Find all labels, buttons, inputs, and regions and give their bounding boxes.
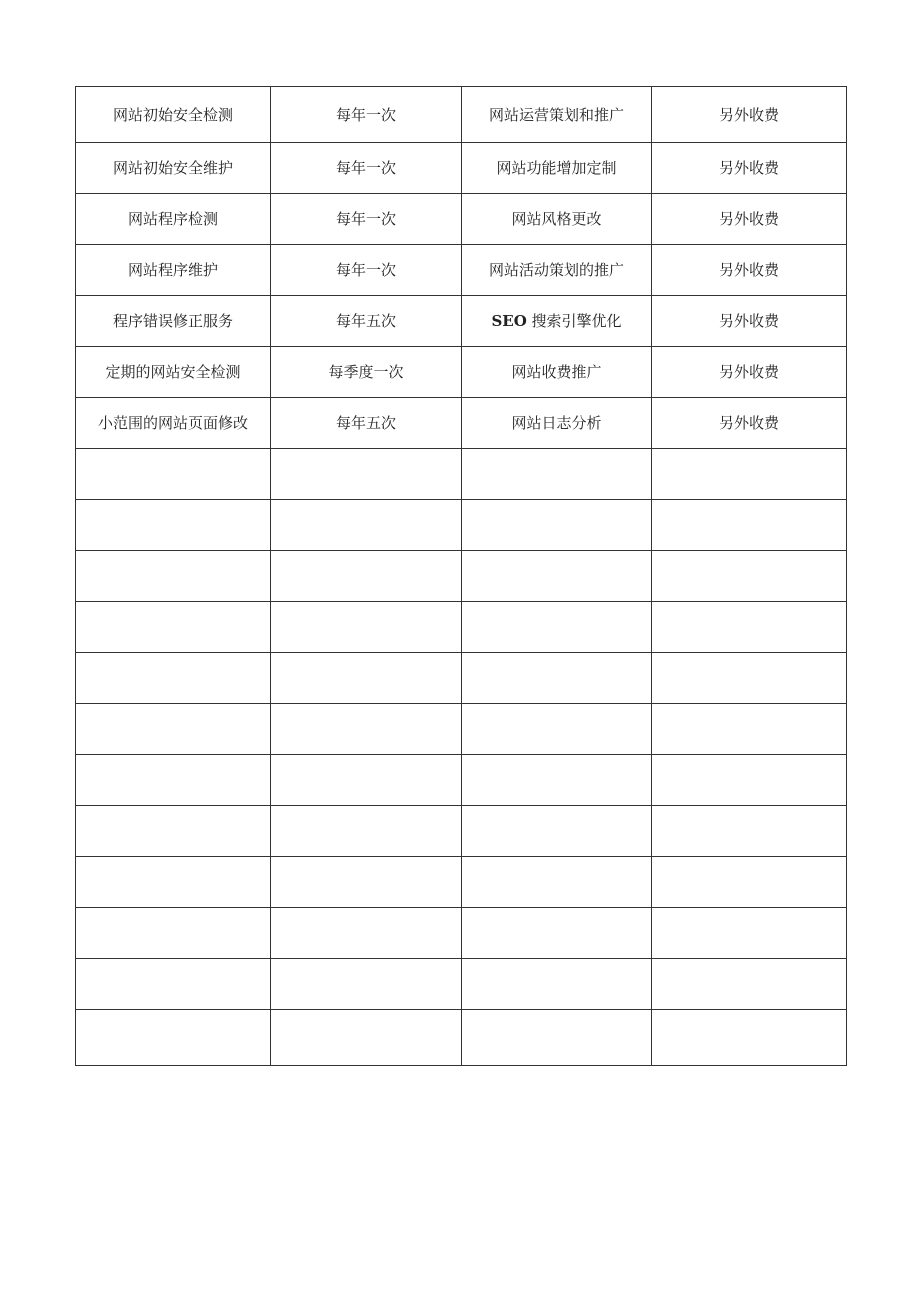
empty-table-row (76, 755, 847, 806)
empty-table-cell (652, 959, 847, 1010)
empty-table-cell (462, 908, 652, 959)
empty-table-cell (652, 500, 847, 551)
empty-table-cell (652, 653, 847, 704)
empty-table-cell (76, 500, 271, 551)
empty-table-row (76, 806, 847, 857)
table-cell-extra-service: 网站功能增加定制 (462, 143, 652, 194)
table-cell-fee: 另外收费 (652, 194, 847, 245)
empty-table-cell (652, 806, 847, 857)
service-table (75, 86, 847, 1066)
empty-table-cell (652, 449, 847, 500)
empty-table-cell (76, 755, 271, 806)
empty-table-cell (652, 704, 847, 755)
table-cell-service: 网站初始安全检测 (76, 87, 271, 143)
empty-table-cell (652, 602, 847, 653)
empty-table-cell (271, 1010, 462, 1066)
table-row (76, 347, 847, 398)
table-cell-service: 网站初始安全维护 (76, 143, 271, 194)
empty-table-cell (76, 806, 271, 857)
table-cell-extra-service: 网站风格更改 (462, 194, 652, 245)
table-cell-extra-service: 网站日志分析 (462, 398, 652, 449)
table-cell-extra-service (462, 296, 652, 347)
table-cell-frequency: 每年五次 (271, 296, 462, 347)
empty-table-cell (76, 908, 271, 959)
empty-table-cell (271, 602, 462, 653)
empty-table-row (76, 959, 847, 1010)
empty-table-cell (271, 653, 462, 704)
table-row (76, 194, 847, 245)
empty-table-row (76, 653, 847, 704)
empty-table-cell (271, 704, 462, 755)
empty-table-cell (462, 500, 652, 551)
empty-table-row (76, 857, 847, 908)
table-cell-frequency: 每年一次 (271, 245, 462, 296)
table-cell-service: 网站程序检测 (76, 194, 271, 245)
empty-table-cell (271, 551, 462, 602)
empty-table-cell (462, 755, 652, 806)
empty-table-cell (76, 551, 271, 602)
seo-rest: 搜索引擎优化 (526, 312, 622, 330)
empty-table-row (76, 500, 847, 551)
seo-abbrev: SEO (491, 312, 527, 330)
table-cell-fee: 另外收费 (652, 87, 847, 143)
empty-table-cell (652, 857, 847, 908)
table-cell-frequency: 每年一次 (271, 143, 462, 194)
empty-table-cell (271, 500, 462, 551)
table-row (76, 87, 847, 143)
empty-table-cell (271, 908, 462, 959)
empty-table-row (76, 908, 847, 959)
table-row (76, 296, 847, 347)
table-cell-service: 小范围的网站页面修改 (76, 398, 271, 449)
empty-table-cell (462, 806, 652, 857)
table-cell-extra-service: 网站活动策划的推广 (462, 245, 652, 296)
table-row (76, 143, 847, 194)
empty-table-cell (462, 449, 652, 500)
table-cell-service: 程序错误修正服务 (76, 296, 271, 347)
empty-table-cell (76, 449, 271, 500)
empty-table-cell (271, 959, 462, 1010)
empty-table-cell (462, 857, 652, 908)
empty-table-cell (271, 857, 462, 908)
empty-table-row (76, 551, 847, 602)
empty-table-cell (462, 602, 652, 653)
table-cell-fee: 另外收费 (652, 296, 847, 347)
empty-table-cell (76, 1010, 271, 1066)
empty-table-cell (271, 806, 462, 857)
table-cell-service: 网站程序维护 (76, 245, 271, 296)
table-row (76, 398, 847, 449)
empty-table-cell (462, 1010, 652, 1066)
table-cell-frequency: 每年一次 (271, 194, 462, 245)
empty-table-cell (462, 653, 652, 704)
empty-table-cell (652, 908, 847, 959)
seo-service-label (491, 312, 621, 330)
table-cell-fee: 另外收费 (652, 347, 847, 398)
empty-table-cell (76, 704, 271, 755)
empty-table-row (76, 449, 847, 500)
empty-table-cell (462, 959, 652, 1010)
empty-table-cell (271, 449, 462, 500)
empty-table-cell (652, 551, 847, 602)
empty-table-cell (462, 551, 652, 602)
empty-table-cell (271, 755, 462, 806)
empty-table-cell (652, 755, 847, 806)
empty-table-row (76, 1010, 847, 1066)
empty-table-cell (462, 704, 652, 755)
table-cell-extra-service: 网站收费推广 (462, 347, 652, 398)
table-cell-frequency: 每年一次 (271, 87, 462, 143)
table-row (76, 245, 847, 296)
table-cell-frequency: 每季度一次 (271, 347, 462, 398)
table-cell-service: 定期的网站安全检测 (76, 347, 271, 398)
table-cell-fee: 另外收费 (652, 245, 847, 296)
table-cell-frequency: 每年五次 (271, 398, 462, 449)
empty-table-cell (76, 857, 271, 908)
empty-table-cell (652, 1010, 847, 1066)
table-cell-fee: 另外收费 (652, 398, 847, 449)
empty-table-row (76, 602, 847, 653)
table-cell-fee: 另外收费 (652, 143, 847, 194)
empty-table-cell (76, 602, 271, 653)
service-table-body (76, 87, 847, 1066)
table-cell-extra-service: 网站运营策划和推广 (462, 87, 652, 143)
empty-table-cell (76, 959, 271, 1010)
empty-table-row (76, 704, 847, 755)
empty-table-cell (76, 653, 271, 704)
